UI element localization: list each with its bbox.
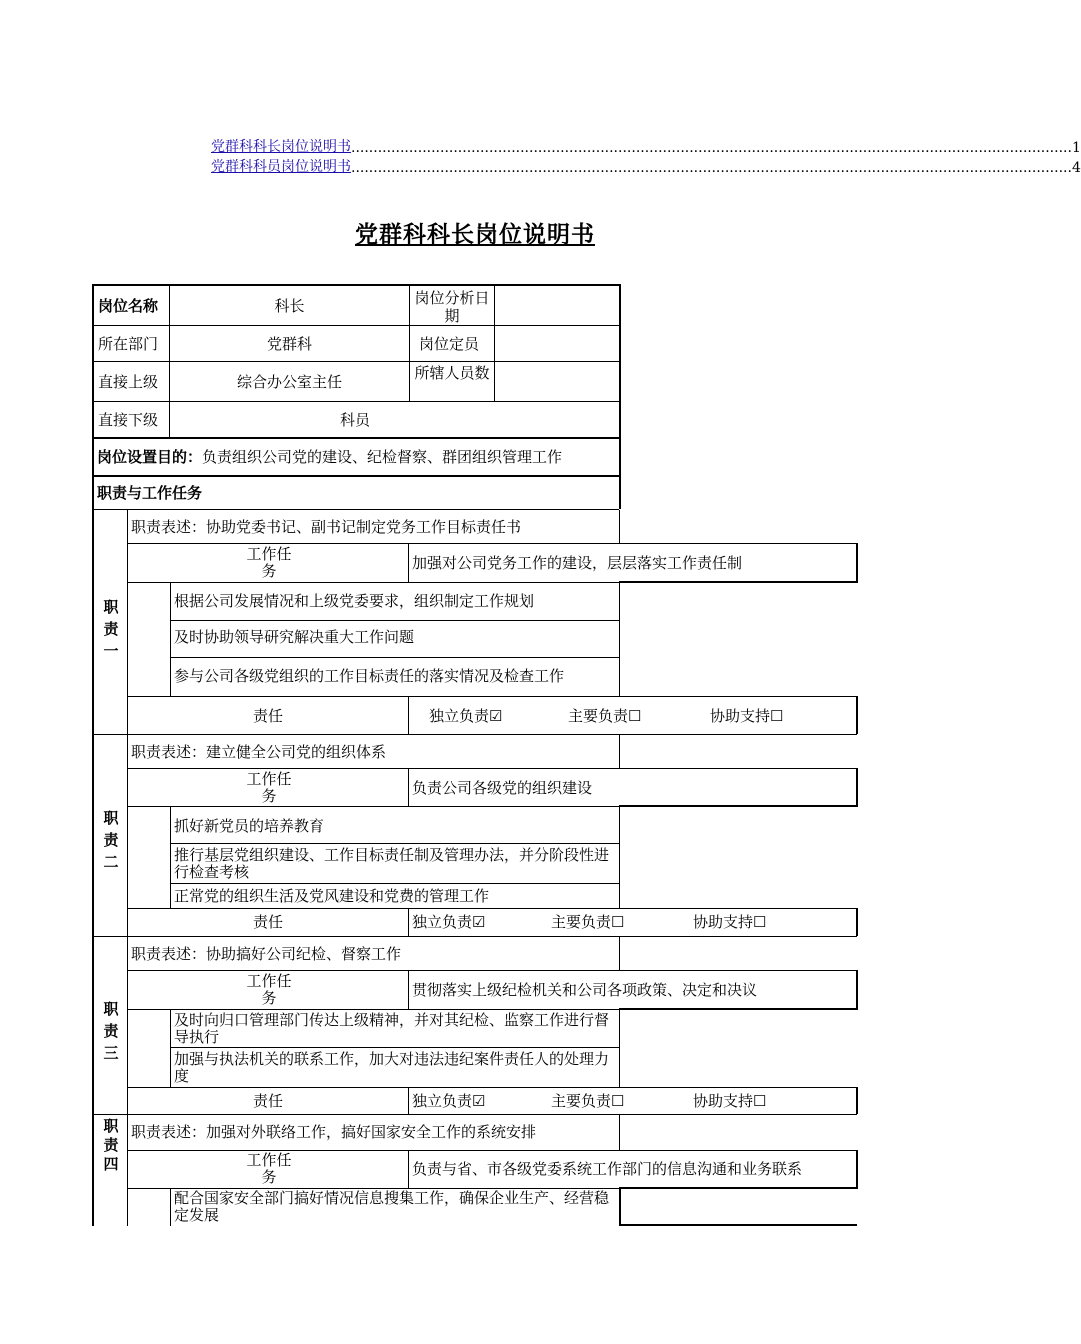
duty-3-subtask: 及时向归口管理部门传达上级精神，并对其纪检、监察工作进行督导执行 xyxy=(174,1011,610,1046)
staff-count-label: 所辖人员数 xyxy=(414,364,490,382)
toc-link[interactable]: 党群科科员岗位说明书 xyxy=(211,159,351,175)
duty-3-name: 职责三 xyxy=(103,1000,119,1062)
purpose-text: 负责组织公司党的建设、纪检督察、群团组织管理工作 xyxy=(202,448,563,466)
duty-1-subtask: 参与公司各级党组织的工作目标责任的落实情况及检查工作 xyxy=(174,667,565,685)
duty-1-statement: 职责表述：协助党委书记、副书记制定党务工作目标责任书 xyxy=(131,518,522,536)
supervisor-value: 综合办公室主任 xyxy=(236,373,342,391)
duty-3-resp-independent[interactable]: 独立负责☑ xyxy=(412,1092,486,1110)
toc-link[interactable]: 党群科科长岗位说明书 xyxy=(211,139,351,155)
table-of-contents xyxy=(211,136,1081,176)
checkbox-empty-icon[interactable]: ☐ xyxy=(753,913,767,931)
duty-3-work-label: 工作任务 xyxy=(246,972,292,1007)
checkbox-checked-icon[interactable]: ☑ xyxy=(472,913,486,931)
duty-1-resp-independent[interactable]: 独立负责☑ xyxy=(429,707,503,725)
duty-2-subtask: 推行基层党组织建设、工作目标责任制及管理办法，并分阶段性进行检查考核 xyxy=(174,846,610,881)
checkbox-empty-icon[interactable]: ☐ xyxy=(770,707,784,725)
toc-leader: .................................................................................................................................................................. xyxy=(351,140,1072,156)
toc-entry[interactable] xyxy=(211,156,1081,176)
duty-3-resp-label: 责任 xyxy=(253,1092,284,1110)
duty-3-subtask: 加强与执法机关的联系工作，加大对违法违纪案件责任人的处理力度 xyxy=(174,1050,610,1085)
duty-2-task-main: 负责公司各级党的组织建设 xyxy=(412,779,593,797)
duty-4-name: 职责四 xyxy=(103,1117,119,1173)
position-name-value: 科长 xyxy=(274,297,305,315)
duty-1-task-main: 加强对公司党务工作的建设，层层落实工作责任制 xyxy=(412,554,743,572)
subordinate-label: 直接下级 xyxy=(98,411,159,429)
duty-4-task-main: 负责与省、市各级党委系统工作部门的信息沟通和业务联系 xyxy=(412,1160,803,1178)
duty-3-task-main: 贯彻落实上级纪检机关和公司各项政策、决定和决议 xyxy=(412,981,758,999)
duty-1-subtask: 根据公司发展情况和上级党委要求，组织制定工作规划 xyxy=(174,592,535,610)
duty-1-resp-label: 责任 xyxy=(253,707,284,725)
checkbox-empty-icon[interactable]: ☐ xyxy=(611,913,625,931)
checkbox-empty-icon[interactable]: ☐ xyxy=(753,1092,767,1110)
duty-1-resp-assist[interactable]: 协助支持☐ xyxy=(710,707,784,725)
duty-2-resp-main[interactable]: 主要负责☐ xyxy=(551,913,625,931)
checkbox-empty-icon[interactable]: ☐ xyxy=(628,707,642,725)
position-name-label: 岗位名称 xyxy=(98,297,159,315)
duty-3-resp-assist[interactable]: 协助支持☐ xyxy=(693,1092,767,1110)
duty-2-resp-assist[interactable]: 协助支持☐ xyxy=(693,913,767,931)
duty-4-subtask: 配合国家安全部门搞好情况信息搜集工作，确保企业生产、经营稳定发展 xyxy=(174,1189,610,1224)
duty-2-subtask: 抓好新党员的培养教育 xyxy=(174,817,325,835)
department-value: 党群科 xyxy=(266,335,312,353)
duty-1-work-label: 工作任务 xyxy=(246,545,292,580)
subordinate-value: 科员 xyxy=(339,411,370,429)
toc-entry[interactable] xyxy=(211,136,1081,156)
page-title: 党群科科长岗位说明书 xyxy=(355,221,595,248)
duty-2-work-label: 工作任务 xyxy=(246,770,292,805)
duty-2-name: 职责二 xyxy=(103,809,119,871)
department-label: 所在部门 xyxy=(98,335,159,353)
toc-page-number: 1 xyxy=(1071,140,1081,156)
duty-3-statement: 职责表述：协助搞好公司纪检、督察工作 xyxy=(131,945,402,963)
duty-1-subtask: 及时协助领导研究解决重大工作问题 xyxy=(174,628,415,646)
supervisor-label: 直接上级 xyxy=(98,373,159,391)
duty-2-subtask: 正常党的组织生活及党风建设和党费的管理工作 xyxy=(174,887,490,905)
toc-leader: .................................................................................................................................................................. xyxy=(351,160,1072,176)
duties-header: 职责与工作任务 xyxy=(97,484,203,502)
duty-2-resp-label: 责任 xyxy=(253,913,284,931)
duty-1-resp-main[interactable]: 主要负责☐ xyxy=(568,707,642,725)
duty-2-resp-independent[interactable]: 独立负责☑ xyxy=(412,913,486,931)
checkbox-checked-icon[interactable]: ☑ xyxy=(489,707,503,725)
duty-2-statement: 职责表述：建立健全公司党的组织体系 xyxy=(131,743,387,761)
duty-4-work-label: 工作任务 xyxy=(246,1151,292,1186)
duty-1-name: 职责一 xyxy=(103,598,119,660)
toc-page-number: 4 xyxy=(1071,160,1081,176)
duty-3-resp-main[interactable]: 主要负责☐ xyxy=(551,1092,625,1110)
checkbox-empty-icon[interactable]: ☐ xyxy=(611,1092,625,1110)
analysis-date-label: 岗位分析日期 xyxy=(414,289,490,325)
headcount-label: 岗位定员 xyxy=(419,335,480,353)
duty-4-statement: 职责表述：加强对外联络工作，搞好国家安全工作的系统安排 xyxy=(131,1123,537,1141)
checkbox-checked-icon[interactable]: ☑ xyxy=(472,1092,486,1110)
purpose-label: 岗位设置目的： xyxy=(97,448,203,466)
purpose-row xyxy=(97,449,562,466)
